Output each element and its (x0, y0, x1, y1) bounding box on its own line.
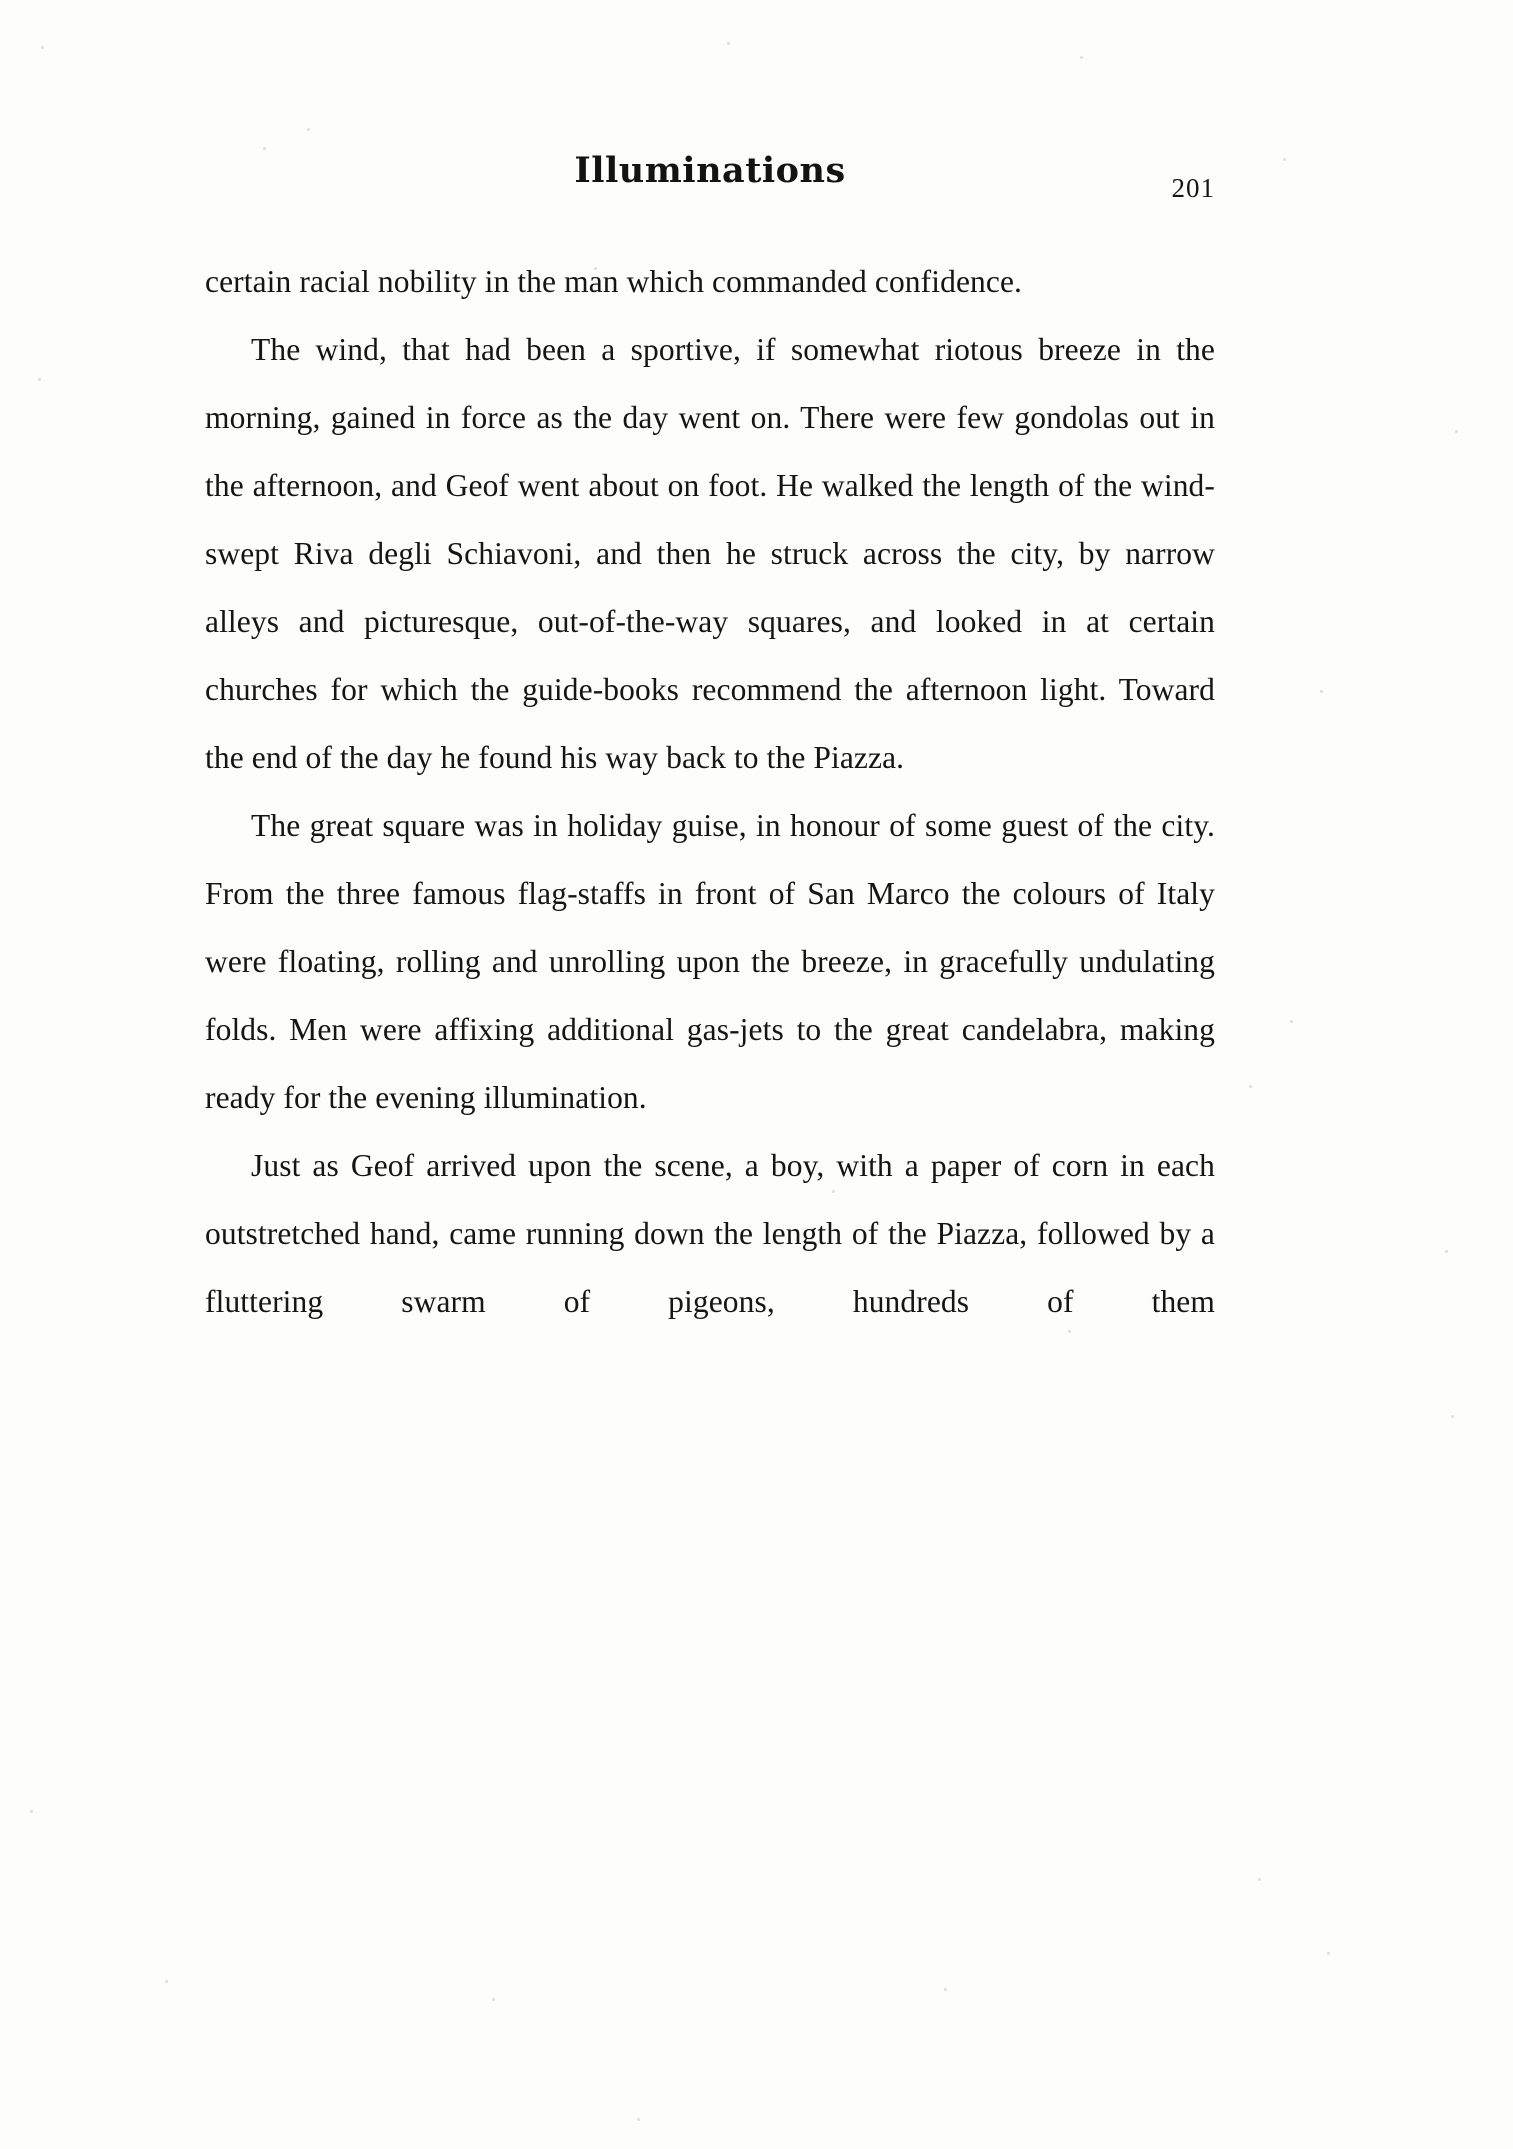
paragraph: Just as Geof arrived upon the scene, a boy, with a paper of corn in each outstretched hand, came running down the length of the Piazza, followed by a fluttering swarm of pigeons, hundreds of them (205, 1148, 1215, 1319)
paper-speck (30, 1810, 33, 1813)
paper-speck (1258, 1878, 1261, 1881)
paragraph: certain racial nobility in the man which commanded confidence. (205, 264, 1023, 299)
page-number: 201 (1171, 173, 1215, 203)
paper-speck (1249, 1085, 1252, 1088)
paper-speck (165, 1980, 168, 1983)
paper-speck (1445, 1250, 1448, 1253)
paragraph: The wind, that had been a sportive, if somewhat riotous breeze in the morning, gained in force as the day went on. There were few gondolas out in the afternoon, and Geof went about on foot. He walked the length of the wind-swept Riva degli Schiavoni, and then he struck across the city, by narrow alleys and picturesque, out-of-the-way squares, and looked in at certain churches for which the guide-books recommend the afternoon light. Toward the end of the day he found his way back to the Piazza. (205, 332, 1215, 775)
page-text-block (205, 150, 1215, 1404)
paper-speck (1455, 430, 1458, 433)
paper-speck (637, 2118, 640, 2121)
paper-speck (41, 46, 44, 49)
paper-speck (944, 1988, 947, 1991)
paper-speck (1451, 1415, 1454, 1418)
paper-speck (1080, 56, 1083, 59)
paper-speck (1283, 158, 1286, 161)
paper-speck (1320, 690, 1323, 693)
paper-speck (727, 42, 730, 45)
paper-speck (492, 1998, 495, 2001)
running-head (205, 150, 1215, 210)
paper-speck (1290, 1020, 1293, 1023)
paragraph: The great square was in holiday guise, in honour of some guest of the city. From the three famous flag-staffs in front of San Marco the colours of Italy were floating, rolling and unrolling upon the breeze, in gracefully undulating folds. Men were affixing additional gas-jets to the great candelabra, making ready for the evening illumination. (205, 808, 1215, 1115)
paper-speck (38, 378, 41, 381)
page-title: Illuminations (574, 150, 846, 191)
paper-speck (307, 128, 310, 131)
paper-speck (1327, 1952, 1330, 1955)
